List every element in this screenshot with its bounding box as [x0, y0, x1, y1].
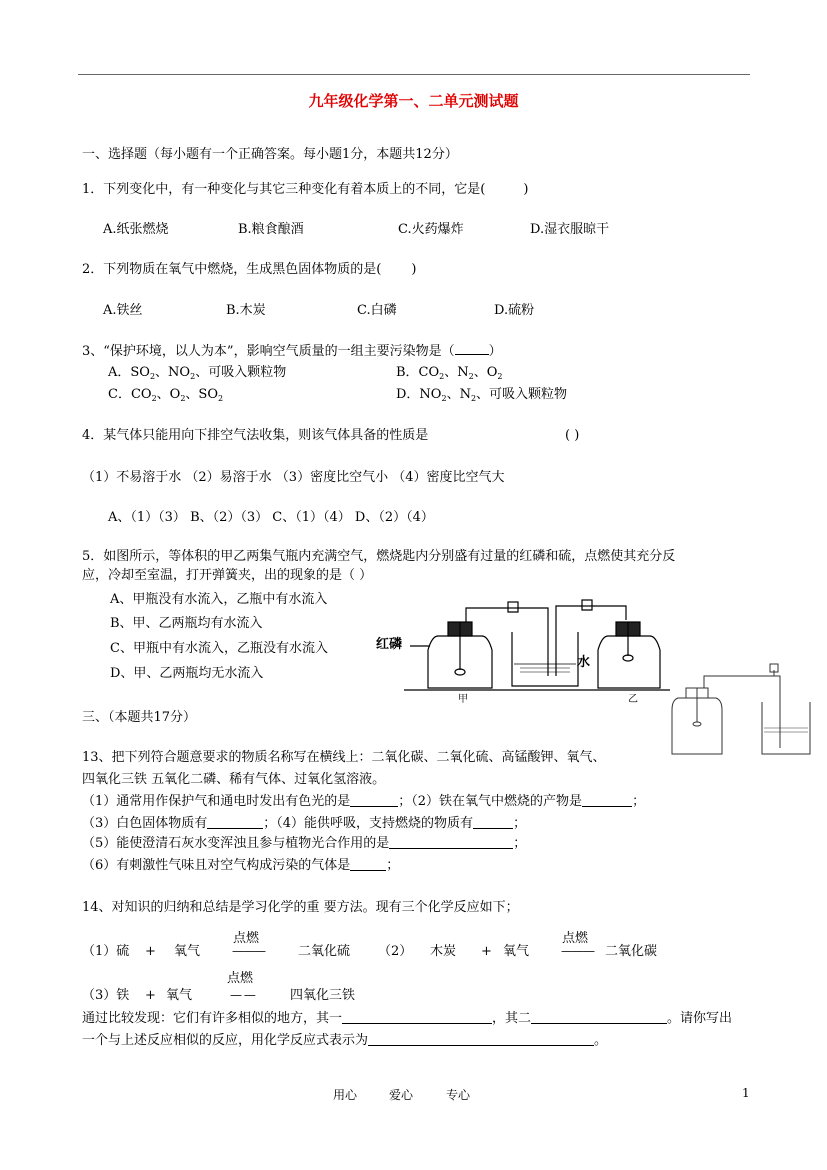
- footer-text-a: 用心: [333, 1088, 358, 1102]
- blank-q14-2[interactable]: [531, 1010, 667, 1024]
- q13-item-6: （6）有刺激性气味且对空气构成污染的气体是 ；: [82, 858, 400, 873]
- q5-option-c: C、甲瓶中有水流入，乙瓶没有水流入: [110, 641, 328, 656]
- q13-item-3-4: （3）白色固体物质有 ；（4）能供呼吸，支持燃烧的物质有 ；: [82, 816, 527, 831]
- q5-stem-line1: 5．如图所示，等体积的甲乙两集气瓶内充满空气，燃烧匙内分别盛有过量的红磷和硫，点燃使其充分反: [82, 549, 676, 564]
- q5-stem-line2: 应，冷却至室温，打开弹簧夹，出的现象的是（ ）: [82, 568, 373, 583]
- reaction1-label: （1）硫: [82, 944, 130, 959]
- q5-apparatus-figure: [370, 592, 680, 704]
- blank-q13-1[interactable]: [350, 793, 398, 807]
- q13-item-1-2: （1）通常用作保护气和通电时发出有色光的是 ；（2）铁在氧气中燃烧的产物是 ；: [82, 794, 646, 809]
- reaction2-plus: +: [481, 944, 492, 959]
- reaction2-condition: 点燃: [562, 931, 589, 946]
- q1-option-b: B.粮食酿酒: [238, 222, 304, 237]
- footer-text-c: 专心: [446, 1088, 471, 1102]
- reaction3-label: （3）铁: [82, 988, 130, 1003]
- q5-option-a: A、甲瓶没有水流入，乙瓶中有水流入: [110, 592, 328, 607]
- q1-stem: 1．下列变化中，有一种变化与其它三种变化有着本质上的不同，它是( ): [82, 182, 529, 197]
- q1-option-d: D.湿衣服晾干: [530, 222, 610, 237]
- q5-option-d: D、甲、乙两瓶均无水流入: [110, 666, 264, 681]
- reaction1-product: 二氧化硫: [298, 944, 351, 959]
- blank-q14-3[interactable]: [368, 1032, 594, 1046]
- blank-q13-4[interactable]: [473, 815, 513, 829]
- q2-stem: 2．下列物质在氧气中燃烧，生成黑色固体物质的是( ): [82, 262, 417, 277]
- reaction3-plus: +: [145, 988, 156, 1003]
- q3-option-d: D．$NO_2$、$N_2$、可吸入颗粒物: [396, 387, 568, 403]
- q2-option-d: D.硫粉: [494, 303, 535, 318]
- gas-collection-apparatus: [664, 662, 816, 758]
- blank-q13-6[interactable]: [350, 857, 386, 871]
- q13-stem-line2: 四氧化三铁 五氧化二磷、稀有气体、过氧化氢溶液。: [82, 772, 386, 787]
- q13-item-5: （5）能使澄清石灰水变浑浊且参与植物光合作用的是 ；: [82, 836, 527, 851]
- q3-option-a: A．$SO_2$、$NO_2$、可吸入颗粒物: [108, 365, 287, 381]
- reaction2-carbon: 木炭: [430, 944, 457, 959]
- section1-header: 一、选择题（每小题有一个正确答案。每小题1分，本题共12分）: [82, 147, 458, 162]
- q3-option-c: C．$CO_2$、$O_2$、$SO_2$: [108, 387, 224, 403]
- q14-finding-line2: 一个与上述反应相似的反应，用化学反应式表示为 。: [82, 1033, 608, 1048]
- blank-q13-5[interactable]: [389, 835, 513, 849]
- blank-q13-3[interactable]: [207, 815, 263, 829]
- reaction3-condition: 点燃: [227, 971, 254, 986]
- q5-option-b: B、甲、乙两瓶均有水流入: [110, 616, 263, 631]
- reaction1-plus: +: [145, 944, 156, 959]
- page-title: 九年级化学第一、二单元测试题: [308, 92, 519, 110]
- reaction3-product: 四氧化三铁: [290, 988, 356, 1003]
- q4-answer-paren: ( ): [565, 428, 580, 443]
- q2-option-b: B.木炭: [226, 303, 266, 318]
- q1-option-a: A.纸张燃烧: [103, 222, 169, 237]
- reaction2-product: 二氧化碳: [605, 944, 658, 959]
- q2-option-a: A.铁丝: [103, 303, 143, 318]
- blank-q13-2[interactable]: [582, 793, 632, 807]
- reaction2-arrow: ———: [561, 944, 594, 958]
- q2-option-c: C.白磷: [357, 303, 397, 318]
- q3-stem: 3、“保护环境，以人为本”，影响空气质量的一组主要污染物是（ ）: [82, 344, 502, 359]
- reaction1-arrow: ———: [232, 944, 265, 958]
- reaction2-oxygen: 氧气: [503, 944, 530, 959]
- page-number: 1: [742, 1086, 750, 1100]
- reaction3-arrow: — —: [230, 988, 255, 1002]
- q4-properties: （1）不易溶于水 （2）易溶于水 （3）密度比空气小 （4）密度比空气大: [82, 470, 505, 485]
- reaction1-oxygen: 氧气: [174, 944, 201, 959]
- q3-option-b: B．$CO_2$、$N_2$、$O_2$: [396, 365, 503, 381]
- bottle-yi-label: 乙: [628, 694, 638, 704]
- reaction2-label: （2）: [378, 944, 413, 959]
- bottle-jia-label: 甲: [458, 694, 468, 704]
- water-label: 水: [577, 655, 591, 670]
- blank-q14-1[interactable]: [342, 1010, 492, 1024]
- q4-stem: 4．某气体只能用向下排空气法收集，则该气体具备的性质是: [82, 428, 429, 443]
- footer-text-b: 爱心: [389, 1088, 414, 1102]
- section3-header: 三、（本题共17分）: [82, 710, 197, 725]
- red-phosphorus-label: 红磷: [376, 637, 403, 652]
- header-rule: [78, 74, 750, 75]
- q14-stem: 14、对知识的归纳和总结是学习化学的重 要方法。现有三个化学反应如下；: [82, 900, 519, 915]
- q4-options: A、（1）（3） B、（2）（3） C、（1）（4） D、（2）（4）: [108, 510, 434, 525]
- reaction3-oxygen: 氧气: [166, 988, 193, 1003]
- q13-stem-line1: 13、把下列符合题意要求的物质名称写在横线上：二氧化碳、二氧化硫、高锰酸钾、氧气、: [82, 750, 606, 765]
- q1-option-c: C.火药爆炸: [398, 222, 464, 237]
- q14-finding-line1: 通过比较发现：它们有许多相似的地方，其一 ，其二 。请你写出: [82, 1011, 733, 1026]
- reaction1-condition: 点燃: [233, 931, 260, 946]
